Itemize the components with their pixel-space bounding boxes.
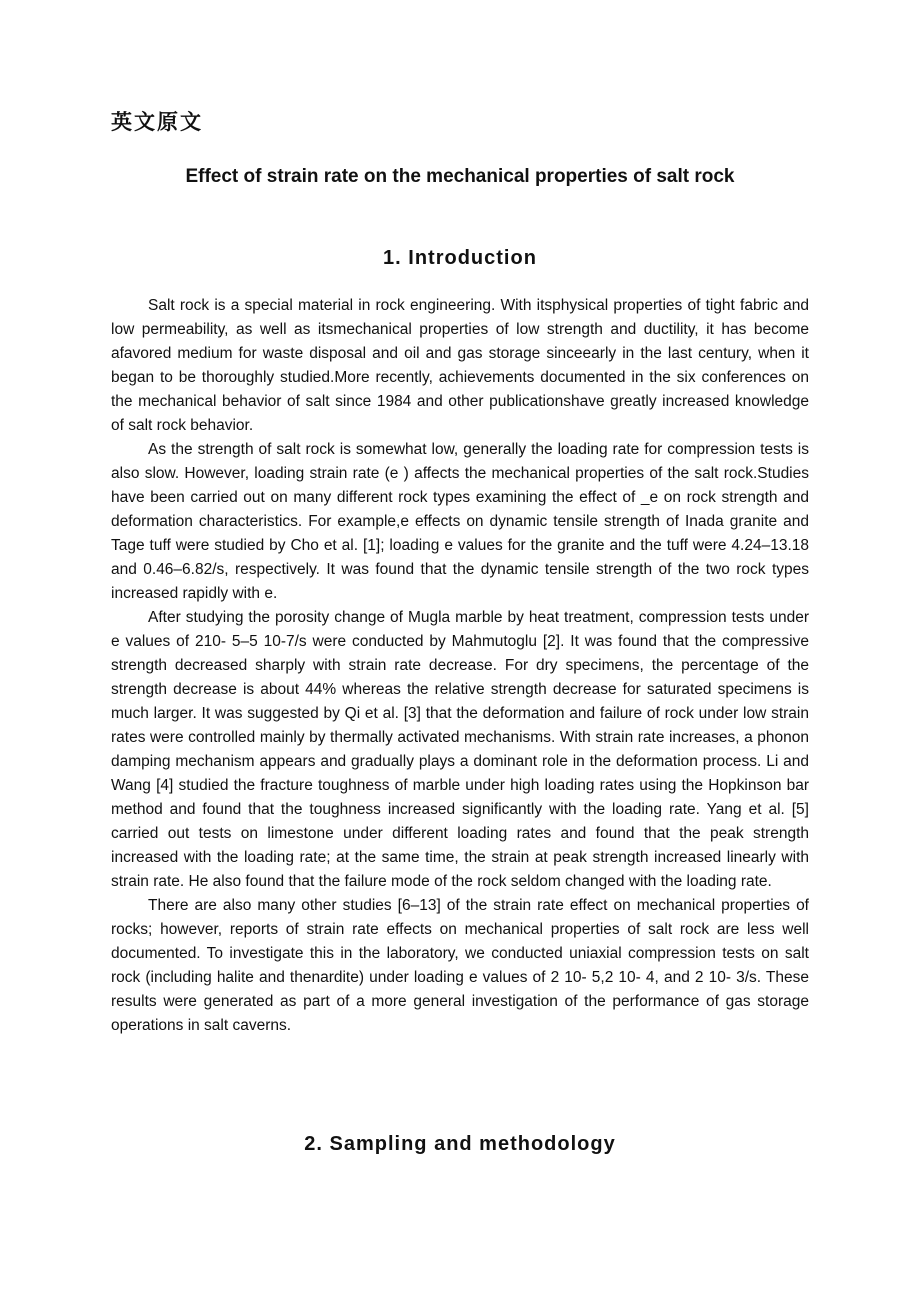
paragraph: After studying the porosity change of Mugla marble by heat treatment, compression tests under e values of 210- 5–5 10-7/s were conducted by Mahmutoglu [2]. It was found that the compressive strength decreased sharply with strain rate decrease. For dry specimens, the percentage of the strength decrease is about 44% whereas the relative strength decrease for saturated specimens is much larger. It was suggested by Qi et al. [3] that the deformation and failure of rock under low strain rates were controlled mainly by thermally activated mechanisms. With strain rate increases, a phonon damping mechanism appears and gradually plays a dominant role in the deformation process. Li and Wang [4] studied the fracture toughness of marble under high loading rates using the Hopkinson bar method and found that the toughness increased significantly with the loading rate. Yang et al. [5] carried out tests on limestone under different loading rates and found that the peak strength increased with the loading rate; at the same time, the strain at peak strength increased linearly with strain rate. He also found that the failure mode of the rock seldom changed with the loading rate. [111, 609, 809, 890]
section-heading-sampling-methodology: 2. Sampling and methodology [304, 1133, 616, 1155]
paper-title: Effect of strain rate on the mechanical properties of salt rock [185, 166, 735, 187]
section-heading-introduction: 1. Introduction [383, 247, 537, 269]
paragraph: Salt rock is a special material in rock engineering. With itsphysical properties of tight fabric and low permeability, as well as itsmechanical properties of low strength and ductility, it has become afavored medium for waste disposal and oil and gas storage sinceearly in the last century, when it began to be thoroughly studied.More recently, achievements documented in the six conferences on the mechanical behavior of salt since 1984 and other publicationshave greatly increased knowledge of salt rock behavior. [111, 297, 809, 434]
paragraph: As the strength of salt rock is somewhat low, generally the loading rate for compression tests is also slow. However, loading strain rate (e ) affects the mechanical properties of the salt rock.Studies have been carried out on many different rock types examining the effect of _e on rock strength and deformation characteristics. For example,e effects on dynamic tensile strength of Inada granite and Tage tuff were studied by Cho et al. [1]; loading e values for the granite and the tuff were 4.24–13.18 and 0.46–6.82/s, respectively. It was found that the dynamic tensile strength of the two rock types increased rapidly with e. [111, 441, 809, 602]
chinese-heading: 英文原文 [111, 110, 203, 134]
introduction-body [111, 294, 809, 1038]
paragraph: There are also many other studies [6–13] of the strain rate effect on mechanical properties of rocks; however, reports of strain rate effects on mechanical properties of salt rock are less well documented. To investigate this in the laboratory, we conducted uniaxial compression tests on salt rock (including halite and thenardite) under loading e values of 2 10- 5,2 10- 4, and 2 10- 3/s. These results were generated as part of a more general investigation of the performance of gas storage operations in salt caverns. [111, 897, 809, 1034]
